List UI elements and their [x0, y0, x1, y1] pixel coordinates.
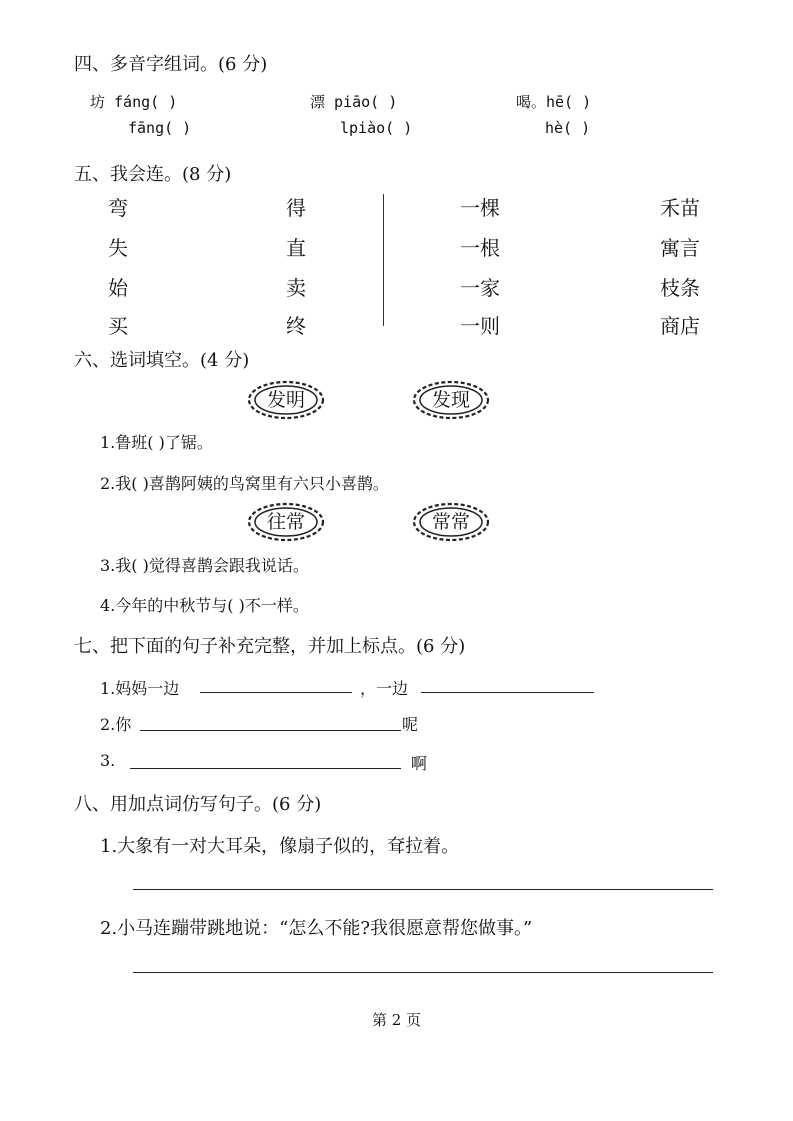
complete-q3-start: 3.: [100, 751, 116, 770]
complete-q2-start: 2.你: [100, 715, 132, 734]
section-7-title: 七、把下面的句子补充完整，并加上标点。(6 分): [74, 636, 466, 657]
complete-q3-end: 啊: [411, 754, 428, 773]
polyphone-he-1: 喝。hē( ): [516, 93, 592, 111]
complete-q1-mid: ，一边: [360, 679, 409, 698]
match-left-b-1: 得: [286, 196, 306, 220]
match-right-a-2: 一根: [460, 236, 500, 260]
fill-question-2: 2.我( )喜鹊阿姨的鸟窝里有六只小喜鹊。: [100, 474, 389, 493]
imitate-answer-line-1[interactable]: [133, 889, 713, 890]
section-4-title: 四、多音字组词。(6 分): [74, 54, 268, 75]
polyphone-piao-1: 漂 piāo( ): [310, 93, 398, 111]
match-left-b-2: 直: [286, 236, 306, 260]
polyphone-fang-1: 坊 fáng( ): [90, 93, 178, 111]
section-8-title: 八、用加点词仿写句子。(6 分): [74, 794, 322, 815]
word-badge-faming-label: 发明: [266, 389, 305, 411]
match-right-b-2: 寓言: [660, 236, 700, 260]
polyphone-fang-2: fāng( ): [128, 119, 192, 137]
match-left-a-4: 买: [108, 314, 128, 338]
imitate-question-2: 2.小马连蹦带跳地说：“怎么不能?我很愿意帮您做事。”: [100, 918, 533, 939]
fill-question-3: 3.我( )觉得喜鹊会跟我说话。: [100, 556, 309, 575]
match-left-b-3: 卖: [286, 276, 306, 300]
complete-q2-blank[interactable]: [140, 730, 401, 731]
match-left-b-4: 终: [286, 314, 306, 338]
page-number: 第 2 页: [372, 1011, 422, 1029]
polyphone-he-2: hè( ): [545, 119, 591, 137]
word-badge-changchang-label: 常常: [431, 511, 470, 533]
match-left-a-1: 弯: [108, 196, 128, 220]
polyphone-piao-2: lpiào( ): [340, 119, 413, 137]
section-5-title: 五、我会连。(8 分): [74, 164, 232, 185]
word-badge-wangchang-label: 往常: [266, 511, 305, 533]
word-badge-faming: [247, 380, 325, 420]
imitate-answer-line-2[interactable]: [133, 972, 713, 973]
match-right-a-4: 一则: [460, 314, 500, 338]
word-badge-faxian-label: 发现: [431, 389, 470, 411]
match-left-a-3: 始: [108, 276, 128, 300]
match-right-b-3: 枝条: [660, 276, 700, 300]
complete-q1-start: 1.妈妈一边: [100, 679, 180, 698]
match-right-a-1: 一棵: [460, 196, 500, 220]
complete-q2-end: 呢: [402, 715, 419, 734]
fill-question-1: 1.鲁班( )了锯。: [100, 433, 213, 452]
match-left-a-2: 失: [108, 236, 128, 260]
word-badge-faxian: [412, 380, 490, 420]
match-right-b-1: 禾苗: [660, 196, 700, 220]
complete-q3-blank[interactable]: [130, 768, 401, 769]
fill-question-4: 4.今年的中秋节与( )不一样。: [100, 596, 309, 615]
section-6-title: 六、选词填空。(4 分): [74, 350, 250, 371]
match-right-b-4: 商店: [660, 314, 700, 338]
word-badge-changchang: [412, 502, 490, 542]
match-right-a-3: 一家: [460, 276, 500, 300]
match-divider: [383, 194, 384, 326]
complete-q1-blank-1[interactable]: [200, 692, 352, 693]
imitate-question-1: 1.大象有一对大耳朵，像扇子似的，耷拉着。: [100, 836, 460, 857]
complete-q1-blank-2[interactable]: [421, 692, 594, 693]
word-badge-wangchang: [247, 502, 325, 542]
